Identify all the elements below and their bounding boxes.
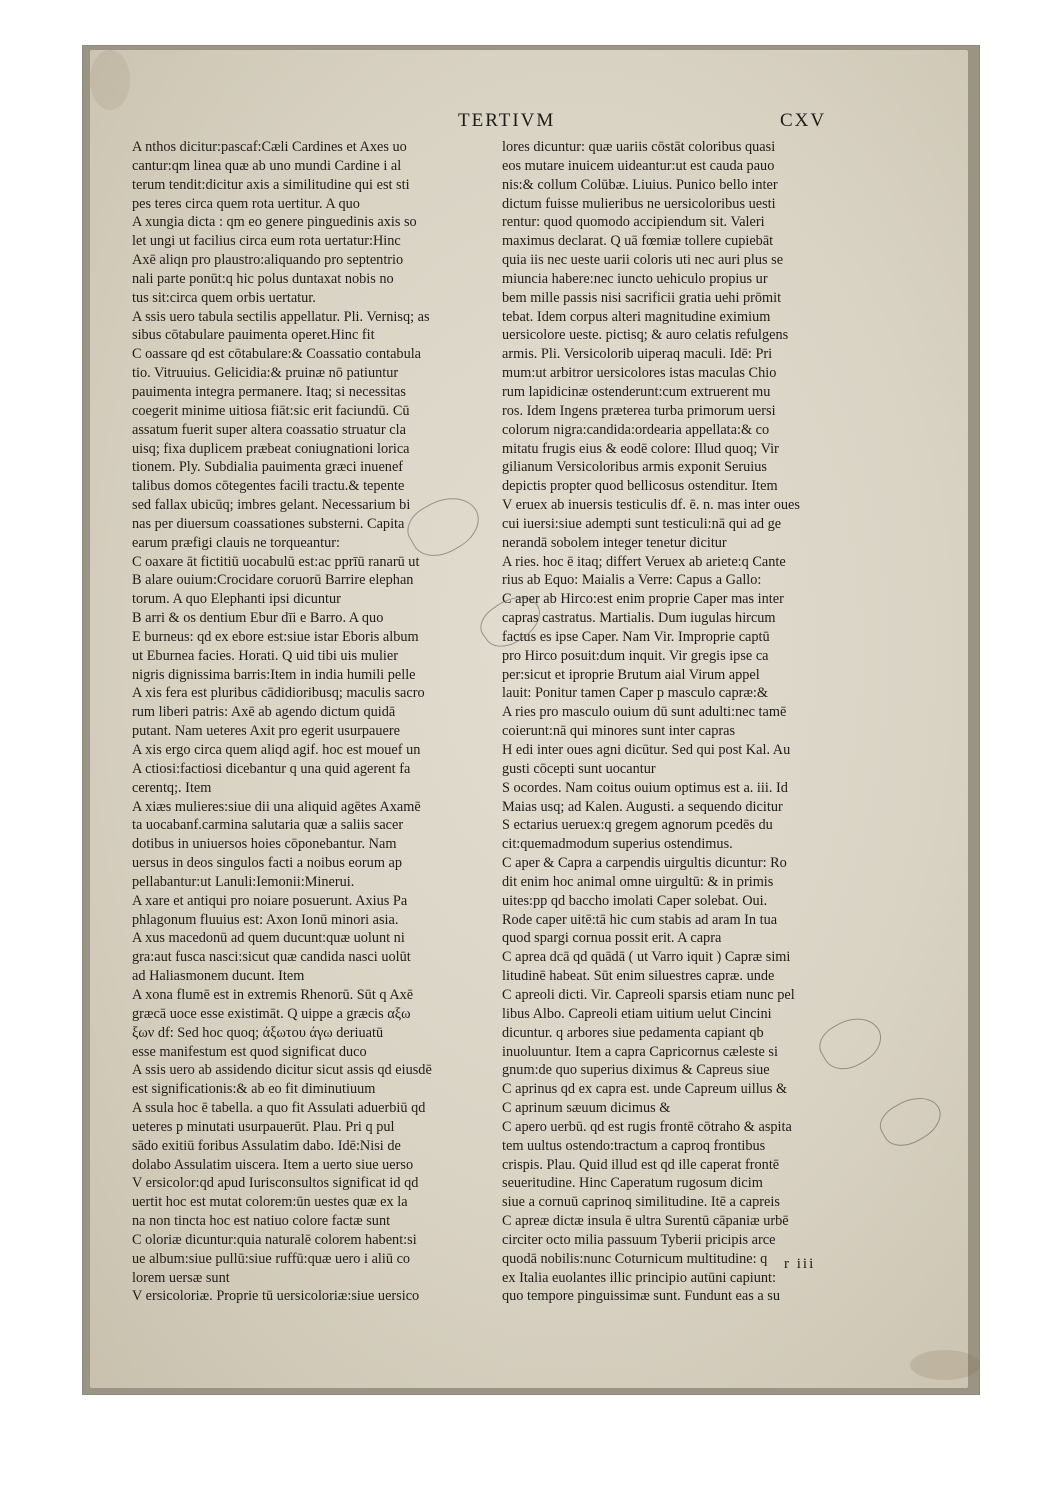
- text-line: capras castratus. Martialis. Dum iugulas hircum: [502, 610, 776, 627]
- text-line: pro Hirco posuit:dum inquit. Vir gregis ipse ca: [502, 647, 769, 664]
- text-line: Maias usq; ad Kalen. Augusti. a sequendo dicitur: [502, 798, 783, 815]
- text-line: cui iuersi:siue adempti sunt testiculi:nā qui ad ge: [502, 515, 782, 532]
- text-line: crispis. Plau. Quid illud est qd ille caperat frontē: [502, 1156, 780, 1173]
- left-text-column: [132, 138, 494, 1306]
- text-line: assatum fuerit super altera coassatio struatur cla: [132, 421, 406, 438]
- text-line: bem mille passis nisi sacrificii gratia uehi prōmit: [502, 289, 782, 306]
- text-line: C aprinum sæuum dicimus &: [502, 1100, 671, 1117]
- text-line: H edi inter oues agni dicūtur. Sed qui post Kal. Au: [502, 742, 791, 758]
- text-line: A ries pro masculo ouium dū sunt adulti:nec tamē: [502, 704, 787, 721]
- text-line: maximus declarat. Q uā fœmiæ tollere cupiebāt: [502, 233, 774, 250]
- text-line: dit enim hoc animal omne uirgultū: & in primis: [502, 873, 774, 890]
- text-line: tus sit:circa quem orbis uertatur.: [132, 289, 316, 306]
- running-head: TERTIVM: [458, 110, 556, 131]
- text-line: dolabo Assulatim uiscera. Item a uerto siue uerso: [132, 1156, 414, 1173]
- text-line: C aper ab Hirco:est enim proprie Caper mas inter: [502, 591, 784, 608]
- text-line: quod spargi cornua possit erit. A capra: [502, 930, 722, 947]
- text-line: nali parte ponūt:q hic polus duntaxat nobis no: [132, 270, 394, 287]
- text-line: C aprea dcā qd quādā ( ut Varro iquit ) Capræ simi: [502, 949, 791, 966]
- folio-number: CXV: [780, 110, 827, 131]
- text-line: cantur:qm linea quæ ab uno mundi Cardine i al: [132, 157, 402, 174]
- text-line: A xungia dicta : qm eo genere pinguedinis axis so: [132, 214, 417, 231]
- text-line: cerentq;. Item: [132, 779, 212, 796]
- text-line: tem uultus ostendo:tractum a caproq frontibus: [502, 1137, 766, 1154]
- text-line: A xis ergo circa quem aliqd agif. hoc est mouef un: [132, 742, 421, 758]
- text-line: A xis fera est pluribus cādidioribusq; maculis sacro: [132, 685, 425, 702]
- text-line: V ersicolor:qd apud Iurisconsultos significat id qd: [132, 1175, 419, 1192]
- text-line: C oloriæ dicuntur:quia naturalē colorem habent:si: [132, 1231, 417, 1248]
- text-line: C apreæ dictæ insula ē ultra Surentū cāpaniæ urbē: [502, 1213, 789, 1230]
- text-line: dictum fuisse mulieribus ne uersicoloribus uesti: [502, 195, 776, 212]
- text-line: ros. Idem Ingens præterea turba primorum uersi: [502, 402, 776, 419]
- text-line: rentur: quod quomodo accipiendum sit. Valeri: [502, 214, 765, 231]
- text-line: pellabantur:ut Lanuli:Iemonii:Minerui.: [132, 873, 355, 890]
- text-line: ut Eburnea facies. Horati. Q uid tibi uis mulier: [132, 647, 399, 664]
- text-line: armis. Pli. Versicolorib uiperaq maculi. Idē: Pri: [502, 346, 773, 363]
- text-line: C aper & Capra a carpendis uirgultis dicuntur: Ro: [502, 855, 787, 872]
- text-line: lores dicuntur: quæ uariis cōstāt coloribus quasi: [502, 139, 776, 155]
- text-line: gra:aut fusca nasci:sicut quæ candida nasci uolūt: [132, 949, 411, 966]
- page-stain: [90, 50, 130, 110]
- text-line: C oaxare āt fictitiū uocabulū est:ac pprīū ranarū ut: [132, 553, 420, 570]
- text-line: gnum:de quo superius diximus & Capreus siue: [502, 1062, 770, 1079]
- text-line: Axē aliqn pro plaustro:aliquando pro septentrio: [132, 252, 404, 269]
- page-stain: [910, 1350, 980, 1380]
- text-line: ξων df: Sed hoc quoq; άξωτου άγω deriuatū: [132, 1024, 384, 1041]
- text-line: gilianum Versicoloribus armis exponit Seruius: [502, 459, 767, 476]
- text-line: coegerit minime uitiosa fiāt:sic erit faciundū. Cū: [132, 402, 410, 419]
- text-line: quo tempore pinguissimæ sunt. Fundunt eas a su: [502, 1288, 780, 1305]
- text-line: tio. Vitruuius. Gelicidia:& pruinæ nō patiuntur: [132, 365, 399, 382]
- text-line: terum tendit:dicitur axis a similitudine qui est sti: [132, 176, 410, 193]
- text-line: depictis propter quod bellicosus ostenditur. Item: [502, 478, 778, 495]
- text-line: colorum nigra:candida:ordearia appellata:& co: [502, 421, 770, 438]
- text-line: A xare et antiqui pro noiare posuerunt. Axius Pa: [132, 892, 408, 909]
- text-line: B alare ouium:Crocidare coruorū Barrire elephan: [132, 572, 414, 589]
- text-line: phlagonum fluuius est: Axon Ionū minori asia.: [132, 911, 399, 928]
- text-line: rius ab Equo: Maialis a Verre: Capus a Gallo:: [502, 572, 762, 589]
- text-line: V ersicoloriæ. Proprie tū uersicoloriæ:siue uersico: [132, 1288, 420, 1305]
- text-line: est significationis:& ab eo fit diminutiuum: [132, 1081, 376, 1098]
- text-line: tebat. Idem corpus alteri magnitudine eximium: [502, 308, 771, 325]
- text-line: miuncia habere:nec iuncto uehiculo propius ur: [502, 270, 768, 287]
- text-line: cit:quemadmodum superius ostendimus.: [502, 836, 733, 853]
- text-line: A ctiosi:factiosi dicebantur q una quid agerent fa: [132, 760, 411, 777]
- text-line: coierunt:nā qui minores sunt inter capras: [502, 723, 736, 740]
- text-line: A ssis uero tabula sectilis appellatur. Pli. Vernisq; as: [132, 308, 430, 325]
- signature-mark: r iii: [784, 1256, 816, 1272]
- text-line: græcā uoce esse existimāt. Q uippe a græcis αξω: [132, 1005, 411, 1022]
- text-line: nis:& collum Colūbæ. Liuius. Punico bello inter: [502, 176, 778, 193]
- text-line: putant. Nam ueteres Axit pro egerit usurpauere: [132, 723, 400, 740]
- text-line: C aprinus qd ex capra est. unde Capreum uillus &: [502, 1081, 788, 1098]
- text-line: uites:pp qd baccho imolati Caper solebat. Oui.: [502, 892, 768, 909]
- text-line: rum liberi patris: Axē ab agendo dictum quidā: [132, 704, 396, 721]
- text-line: factus es ipse Caper. Nam Vir. Improprie captū: [502, 628, 770, 645]
- text-line: ue album:siue pullū:siue ruffū:quæ uero i aliū co: [132, 1250, 411, 1267]
- text-line: ex Italia euolantes illic principio autūni capiunt:: [502, 1269, 776, 1286]
- text-line: S ocordes. Nam coitus ouium optimus est a. iii. Id: [502, 779, 788, 796]
- text-line: eos mutare inuicem uideantur:ut est cauda pauo: [502, 157, 775, 174]
- text-line: uertit hoc est mutat colorem:ūn uestes quæ ex la: [132, 1194, 408, 1211]
- text-line: esse manifestum est quod significat duco: [132, 1043, 367, 1060]
- text-line: A nthos dicitur:pascaf:Cæli Cardines et Axes uo: [132, 139, 407, 155]
- text-line: A xus macedonū ad quem ducunt:quæ uolunt ni: [132, 930, 405, 947]
- text-line: S ectarius ueruex:q gregem agnorum pcedēs du: [502, 817, 773, 834]
- text-line: C apero uerbū. qd est rugis frontē cōtraho & aspita: [502, 1118, 792, 1135]
- text-line: nerandā sobolem integer tenetur dicitur: [502, 534, 727, 551]
- text-line: Rode caper uitē:tā hic cum stabis ad aram In tua: [502, 911, 778, 928]
- text-line: ueteres p minutati usurpauerūt. Plau. Pri q pul: [132, 1118, 395, 1135]
- text-line: pauimenta integra permanere. Itaq; si necessitas: [132, 383, 406, 400]
- text-line: gusti cōcepti sunt uocantur: [502, 760, 656, 777]
- text-line: ad Haliasmonem ducunt. Item: [132, 968, 305, 985]
- text-line: torum. A quo Elephanti ipsi dicuntur: [132, 591, 341, 608]
- text-line: sādo exitiū foribus Assulatim dabo. Idē:Nisi de: [132, 1137, 401, 1154]
- text-line: tionem. Ply. Subdialia pauimenta græci inuenef: [132, 459, 404, 476]
- text-line: ta uocabanf.carmina salutaria quæ a saliis sacer: [132, 817, 404, 834]
- text-line: A ssula hoc ē tabella. a quo fit Assulati aduerbiū qd: [132, 1100, 426, 1117]
- text-line: quodā nobilis:nunc Coturnicum multitudine: q: [502, 1250, 768, 1267]
- text-line: E burneus: qd ex ebore est:siue istar Eboris album: [132, 628, 419, 645]
- text-line: lorem uersæ sunt: [132, 1269, 230, 1286]
- text-line: uersicolore ueste. pictisq; & auro celatis refulgens: [502, 327, 789, 344]
- text-line: nas per diuersum coassationes substerni. Capita: [132, 515, 405, 532]
- text-line: nigris dignissima barris:Item in india humili pelle: [132, 666, 416, 683]
- text-line: seueritudine. Hinc Caperatum rugosum dicim: [502, 1175, 763, 1192]
- text-line: circiter octo milia passuum Tyberii pricipis arce: [502, 1231, 776, 1248]
- text-line: C apreoli dicti. Vir. Capreoli sparsis etiam nunc pel: [502, 986, 795, 1003]
- text-line: dotibus in uniuersos hoies cōponebantur. Nam: [132, 836, 397, 853]
- text-line: inuoluuntur. Item a capra Capricornus cæleste si: [502, 1043, 778, 1060]
- text-line: uisq; fixa duplicem præbeat coniugnationi lorica: [132, 440, 410, 457]
- text-line: dicuntur. q arbores siue pedamenta capiant qb: [502, 1024, 764, 1041]
- text-line: A ssis uero ab assidendo dicitur sicut assis qd eiusdē: [132, 1062, 432, 1079]
- text-line: V eruex ab inuersis testiculis df. ē. n. mas inter oues: [502, 497, 800, 514]
- text-line: litudinē habeat. Sūt enim siluestres capræ. unde: [502, 968, 775, 985]
- text-line: let ungi ut facilius circa eum rota uertatur:Hinc: [132, 233, 401, 250]
- text-line: sed fallax ubicūq; imbres gelant. Necessarium bi: [132, 497, 411, 514]
- text-line: siue a cornuū caprinoq similitudine. Itē a capreis: [502, 1194, 780, 1211]
- text-line: earum præfigi clauis ne torqueantur:: [132, 534, 341, 551]
- text-line: pes teres circa quem rota uertitur. A quo: [132, 195, 360, 212]
- text-line: na non tincta hoc est natiuo colore factæ sunt: [132, 1213, 391, 1230]
- text-line: talibus domos cōtegentes facili tractu.& tepente: [132, 478, 405, 495]
- text-line: per:sicut et iproprie Brutum aial Virum appel: [502, 666, 760, 683]
- text-line: uersus in deos singulos facti a noibus eorum ap: [132, 855, 403, 872]
- text-line: A ries. hoc ē itaq; differt Veruex ab ariete:q Cante: [502, 553, 786, 570]
- right-text-column: [502, 138, 850, 1306]
- text-line: C oassare qd est cōtabulare:& Coassatio contabula: [132, 346, 422, 363]
- text-line: A xona flumē est in extremis Rhenorū. Sūt q Axē: [132, 986, 414, 1003]
- text-line: quia iis nec ueste uarii coloris uti nec auri plus se: [502, 252, 784, 269]
- text-line: sibus cōtabulare pauimenta operet.Hinc fit: [132, 327, 375, 344]
- text-line: rum lapidicinæ ostenderunt:cum extruerent mu: [502, 383, 771, 400]
- text-line: B arri & os dentium Ebur dīi e Barro. A quo: [132, 610, 384, 627]
- text-line: mitatu frugis eius & eodē colore: Illud quoq; Vir: [502, 440, 779, 457]
- text-line: A xiæs mulieres:siue dii una aliquid agētes Axamē: [132, 798, 421, 815]
- text-line: libus Albo. Capreoli etiam uitium uelut Cincini: [502, 1005, 772, 1022]
- text-line: lauit: Ponitur tamen Caper p masculo capræ:&: [502, 685, 769, 702]
- text-line: mum:ut arbitror uersicolores istas maculas Chio: [502, 365, 777, 382]
